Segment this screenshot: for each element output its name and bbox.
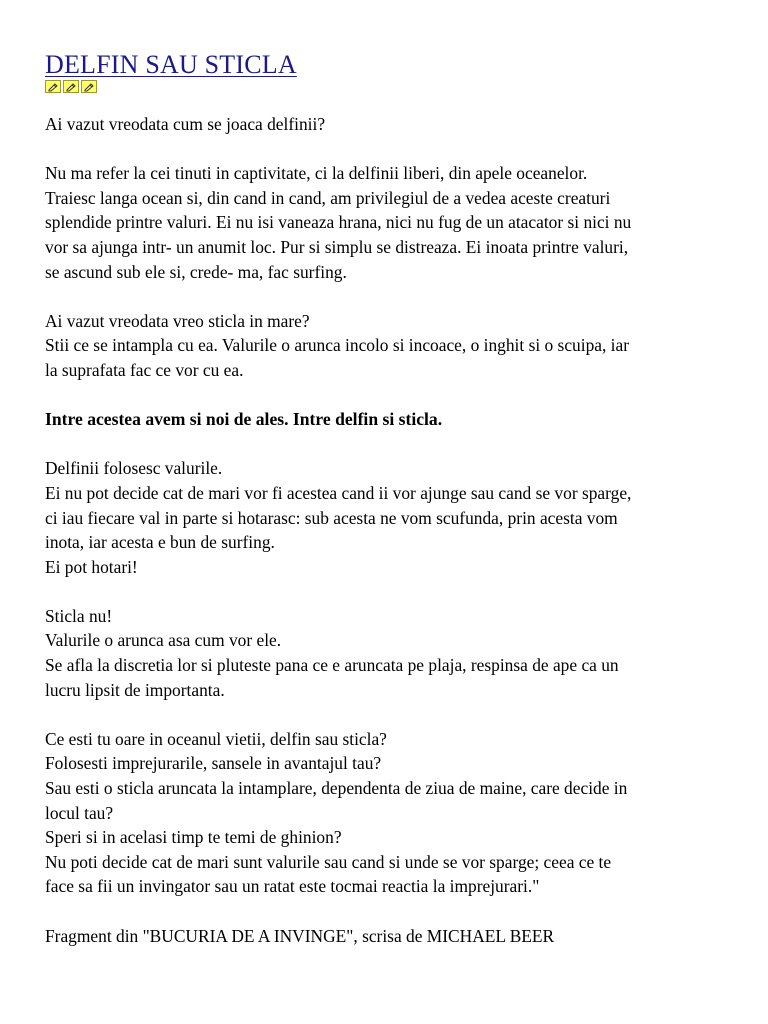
paragraph bbox=[45, 456, 735, 579]
rating-icons bbox=[45, 80, 735, 94]
pencil-icon bbox=[81, 80, 97, 93]
text-line: Nu poti decide cat de mari sunt valurile sau cand si unde se vor sparge; ceea ce te bbox=[45, 851, 612, 872]
text-line: se ascund sub ele si, crede- ma, fac surfing. bbox=[45, 261, 347, 282]
emphasis-paragraph bbox=[45, 407, 735, 432]
paragraph-spacer bbox=[45, 137, 735, 162]
text-line: ci iau fiecare val in parte si hotarasc: sub acesta ne vom scufunda, prin acesta vom bbox=[45, 507, 618, 528]
text-line: Nu ma refer la cei tinuti in captivitate, ci la delfinii liberi, din apele oceanelor. bbox=[45, 163, 588, 184]
text-line: Speri si in acelasi timp te temi de ghinion? bbox=[45, 827, 342, 848]
text-line: splendide printre valuri. Ei nu isi vaneaza hrana, nici nu fug de un atacator si nici nu bbox=[45, 212, 632, 233]
paragraph-spacer bbox=[45, 432, 735, 457]
text-line: Ei pot hotari! bbox=[45, 556, 138, 577]
paragraph bbox=[45, 924, 735, 949]
text-line: Sau esti o sticla aruncata la intamplare, dependenta de ziua de maine, care decide in bbox=[45, 778, 628, 799]
text-line: inota, iar acesta e bun de surfing. bbox=[45, 532, 275, 553]
text-line: Valurile o arunca asa cum vor ele. bbox=[45, 630, 282, 651]
paragraph-spacer bbox=[45, 579, 735, 604]
text-line: la suprafata fac ce vor cu ea. bbox=[45, 359, 244, 380]
paragraph bbox=[45, 161, 735, 284]
text-line: locul tau? bbox=[45, 802, 114, 823]
paragraph bbox=[45, 309, 735, 383]
text-line: lucru lipsit de importanta. bbox=[45, 679, 225, 700]
text-line: Sticla nu! bbox=[45, 605, 113, 626]
document-body bbox=[45, 112, 735, 948]
text-line: Se afla la discretia lor si pluteste pana ce e aruncata pe plaja, respinsa de ape ca un bbox=[45, 655, 619, 676]
text-line: Traiesc langa ocean si, din cand in cand, am privilegiul de a vedea aceste creaturi bbox=[45, 187, 611, 208]
text-line: face sa fii un invingator sau un ratat este tocmai reactia la imprejurari." bbox=[45, 876, 540, 897]
text-line: Fragment din "BUCURIA DE A INVINGE", scrisa de MICHAEL BEER bbox=[45, 925, 555, 946]
text-line: Stii ce se intampla cu ea. Valurile o arunca incolo si incoace, o inghit si o scuipa, iar bbox=[45, 335, 630, 356]
paragraph-spacer bbox=[45, 899, 735, 924]
text-line: Ei nu pot decide cat de mari vor fi acestea cand ii vor ajunge sau cand se vor sparge, bbox=[45, 482, 632, 503]
paragraph bbox=[45, 727, 735, 899]
text-line: Ai vazut vreodata cum se joaca delfinii? bbox=[45, 114, 326, 134]
text-line: Ai vazut vreodata vreo sticla in mare? bbox=[45, 310, 310, 331]
text-line: Folosesti imprejurarile, sansele in avantajul tau? bbox=[45, 753, 382, 774]
pencil-icon bbox=[45, 80, 61, 93]
pencil-icon bbox=[63, 80, 79, 93]
paragraph bbox=[45, 112, 735, 137]
text-line: Delfinii folosesc valurile. bbox=[45, 458, 223, 479]
paragraph-spacer bbox=[45, 284, 735, 309]
text-line: Ce esti tu oare in oceanul vietii, delfin sau sticla? bbox=[45, 728, 387, 749]
paragraph-spacer bbox=[45, 702, 735, 727]
paragraph-spacer bbox=[45, 383, 735, 408]
document-page bbox=[45, 50, 735, 948]
page-title[interactable]: DELFIN SAU STICLA bbox=[45, 50, 297, 79]
text-line: Intre acestea avem si noi de ales. Intre delfin si sticla. bbox=[45, 409, 443, 430]
text-line: vor sa ajunga intr- un anumit loc. Pur si simplu se distreaza. Ei inoata printre valuri, bbox=[45, 236, 629, 257]
paragraph bbox=[45, 604, 735, 702]
